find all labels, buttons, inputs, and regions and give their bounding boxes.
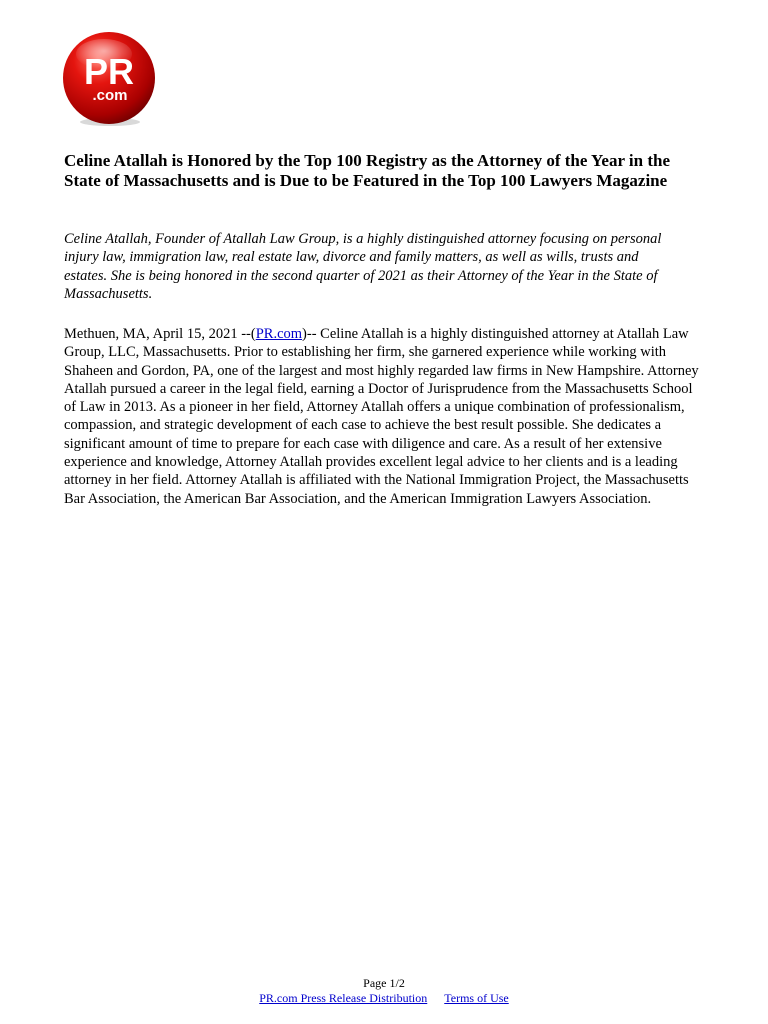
body-paragraph: Celine Atallah is a highly distinguished attorney at Atallah Law Group, LLC, Massachusetts. Prior to establishing her firm, she garnered experience while working with Shaheen and Gordon, PA, one of the largest and most highly regarded law firms in New Hampshire. Attorney Atallah pursued a career in the legal field, earning a Doctor of Jurisprudence from the Massachusetts School of Law in 2013. As a pioneer in her field, Attorney Atallah offers a unique combination of professionalism, compassion, and strategic development of each case to achieve the best result possible. She dedicates a significant amount of time to prepare for each case with diligence and care. As a result of her extensive experience and knowledge, Attorney Atallah provides excellent legal advice to her clients and is a leading attorney in her field. Attorney Atallah is affiliated with the National Immigration Project, the Massachusetts Bar Association, the American Bar Association, and the American Immigration Lawyers Association. bbox=[64, 326, 699, 507]
terms-of-use-link[interactable]: Terms of Use bbox=[444, 991, 509, 1005]
page-footer bbox=[0, 976, 768, 1006]
page-number: Page 1/2 bbox=[363, 976, 405, 990]
press-release-distribution-link[interactable]: PR.com Press Release Distribution bbox=[259, 991, 428, 1005]
dateline-end: )-- bbox=[302, 326, 317, 342]
prcom-source-link[interactable]: PR.com bbox=[255, 326, 303, 342]
prcom-logo[interactable] bbox=[60, 30, 158, 128]
logo-text-com: .com bbox=[92, 87, 128, 104]
dateline: Methuen, MA, April 15, 2021 --( bbox=[64, 326, 256, 342]
press-release-body bbox=[64, 325, 704, 508]
press-release-headline: Celine Atallah is Honored by the Top 100 Registry as the Attorney of the Year in the State of Massachusetts and is Due to be Featured in the Top 100 Lawyers Magazine bbox=[64, 151, 671, 190]
press-release-summary: Celine Atallah, Founder of Atallah Law Group, is a highly distinguished attorney focusing on personal injury law, immigration law, real estate law, divorce and family matters, as well as wills, trusts and estates. She is being honored in the second quarter of 2021 as their Attorney of the Year in the State of Massachusetts. bbox=[64, 231, 662, 303]
footer-links bbox=[0, 991, 768, 1006]
logo-text-pr: PR bbox=[83, 51, 135, 92]
prcom-logo-icon bbox=[60, 30, 158, 128]
